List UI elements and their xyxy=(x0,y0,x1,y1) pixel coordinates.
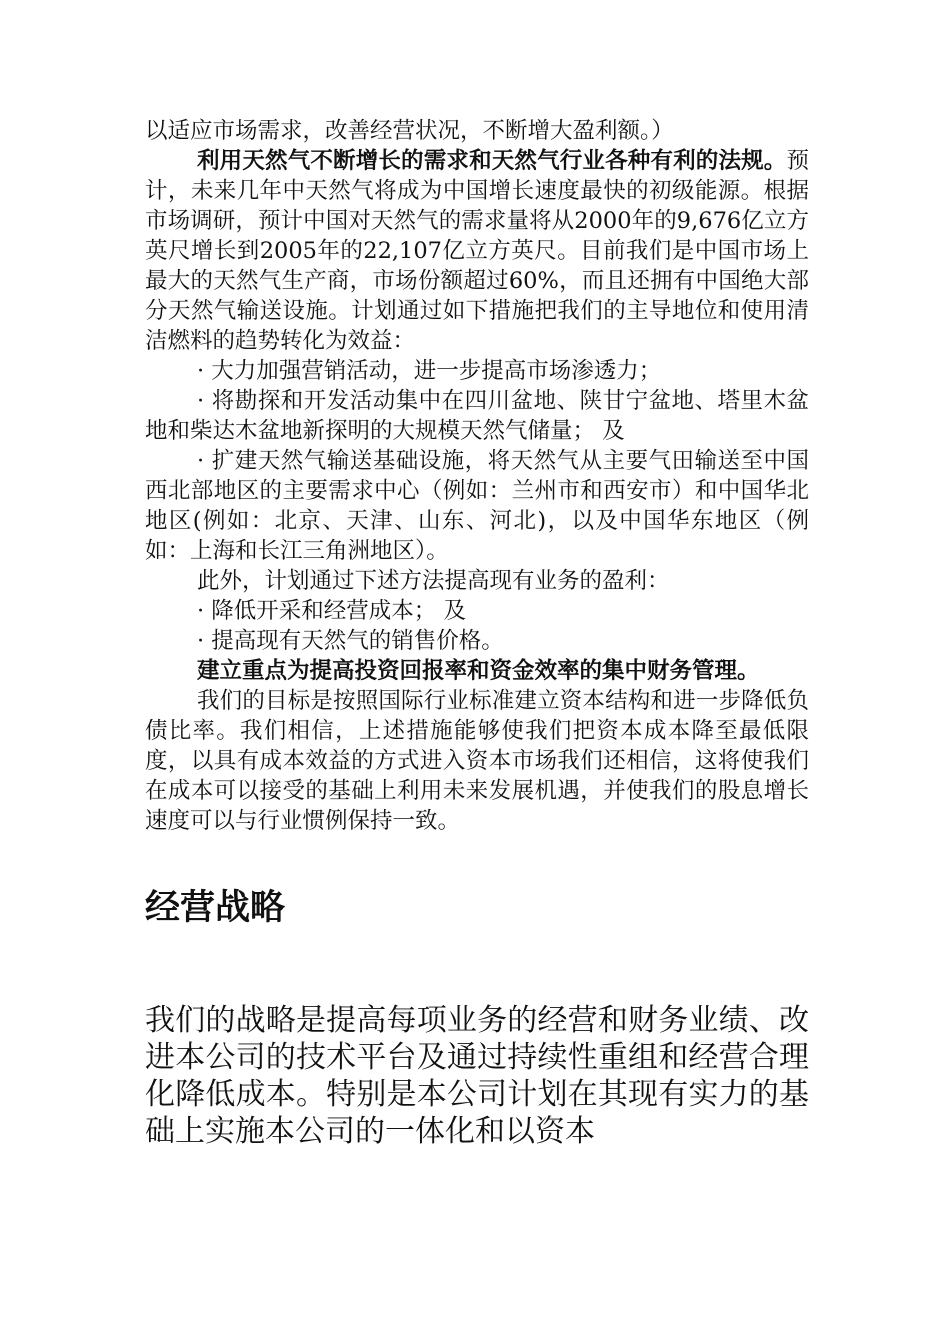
section-heading: 经营战略 xyxy=(145,888,286,928)
paragraph-profit-intro: 此外，计划通过下述方法提高现有业务的盈利： xyxy=(197,568,670,594)
document-page xyxy=(145,116,809,1150)
paragraph-continuation: 以适应市场需求，改善经营状况，不断增大盈利额。） xyxy=(145,118,674,144)
section-body: 我们的战略是提高每项业务的经营和财务业绩、改进本公司的技术平台及通过持续性重组和经营合理化降低成本。特别是本公司计划在其现有实力的基础上实施本公司的一体化和以资本 xyxy=(145,1003,809,1149)
bullet-exploration: · 将勘探和开发活动集中在四川盆地、陕甘宁盆地、塔里木盆地和柴达木盆地新探明的大规模天然气储量； 及 xyxy=(145,388,809,444)
paragraph-heading-finance: 建立重点为提高投资回报率和资金效率的集中财务管理。 xyxy=(197,658,760,684)
paragraph-heading-natural-gas: 利用天然气不断增长的需求和天然气行业各种有利的法规。 xyxy=(197,148,787,174)
bullet-raise-price: · 提高现有天然气的销售价格。 xyxy=(197,628,504,654)
bullet-reduce-cost: · 降低开采和经营成本； 及 xyxy=(197,598,466,624)
paragraph-natural-gas xyxy=(145,146,809,356)
bullet-infrastructure: · 扩建天然气输送基础设施，将天然气从主要气田输送至中国西北部地区的主要需求中心（例如：兰州市和西安市）和中国华北地区(例如：北京、天津、山东、河北)，以及中国华东地区（例如：上海和长江三角洲地区）。 xyxy=(145,448,809,564)
paragraph-body-natural-gas: 预计，未来几年中天然气将成为中国增长速度最快的初级能源。根据市场调研，预计中国对天然气的需求量将从2000年的9,676亿立方英尺增长到2005年的22,107亿立方英尺。目前我们是中国市场上最大的天然气生产商，市场份额超过60%，而且还拥有中国绝大部分天然气输送设施。计划通过如下措施把我们的主导地位和使用清洁燃料的趋势转化为效益： xyxy=(145,148,809,354)
bullet-marketing: · 大力加强营销活动，进一步提高市场渗透力； xyxy=(197,358,662,384)
paragraph-finance-goals: 我们的目标是按照国际行业标准建立资本结构和进一步降低负债比率。我们相信，上述措施能够使我们把资本成本降至最低限度，以具有成本效益的方式进入资本市场我们还相信，这将使我们在成本可以接受的基础上利用未来发展机遇，并使我们的股息增长速度可以与行业惯例保持一致。 xyxy=(145,688,809,834)
